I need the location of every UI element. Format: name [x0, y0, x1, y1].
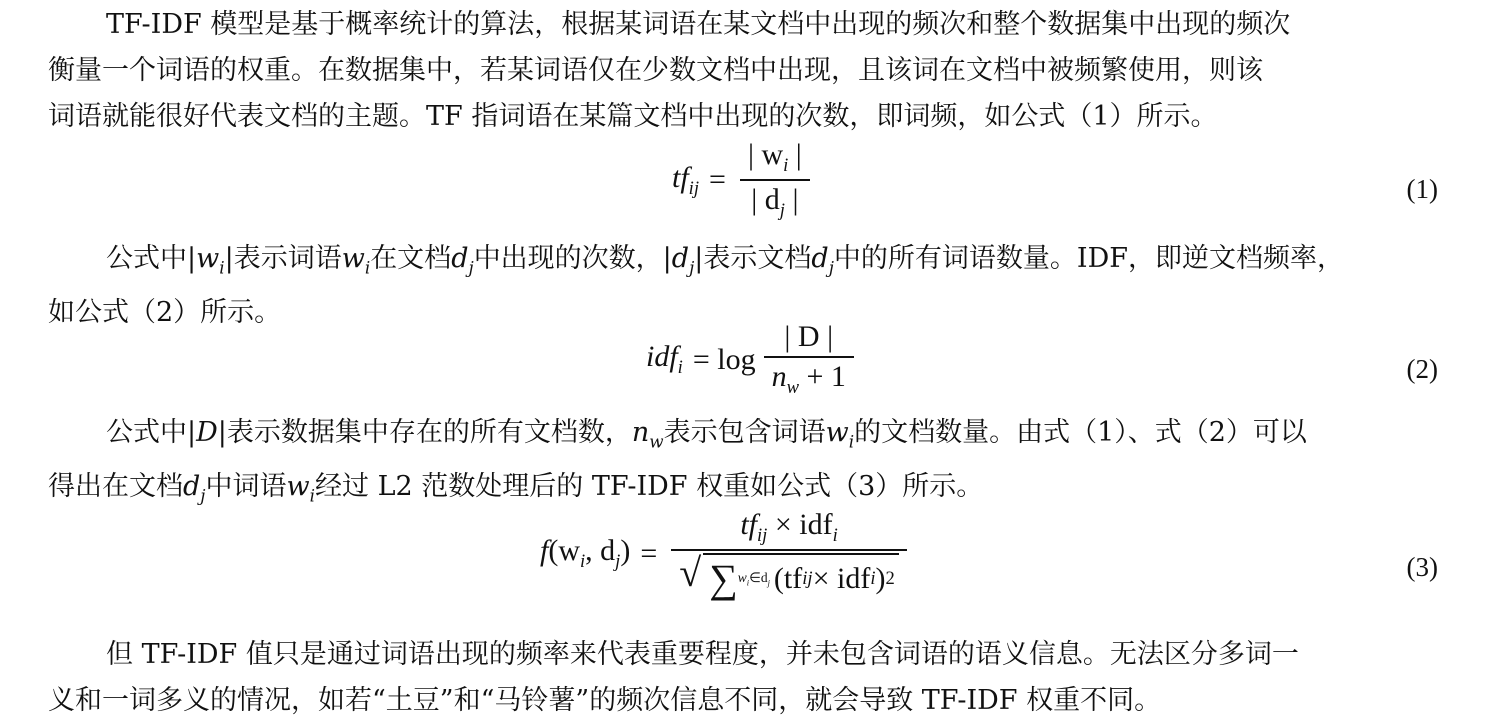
- text-line: 得出在文档$d_j$中词语$w_i$经过 L2 范数处理后的 TF-IDF 权重如公式（3）所示。: [48, 471, 984, 506]
- text-line: 但 TF-IDF 值只是通过词语出现的频率来代表重要程度，并未包含词语的语义信息。无法区分多词一: [106, 639, 1299, 670]
- equation-2: [0, 320, 1504, 400]
- equation-number: (1): [1406, 174, 1438, 204]
- paragraph-tfidf-intro: [48, 2, 1448, 140]
- eq3-equals: =: [640, 536, 658, 570]
- equation-number: (2): [1406, 354, 1438, 384]
- text-line: 公式中$|w_i|$表示词语$w_i$在文档$d_j$中出现的次数，$|d_j|$表示文档$d_j$中的所有词语数量。IDF，即逆文档频率，: [106, 243, 1344, 278]
- eq2-fraction: $\frac{| D |}{n_w + 1}$: [764, 320, 854, 399]
- text-line: 词语就能很好代表文档的主题。TF 指词语在某篇文档中出现的次数，即词频，如公式（1）所示。: [48, 101, 1218, 132]
- text-line: TF-IDF 模型是基于概率统计的算法，根据某词语在某文档中出现的频次和整个数据集中出现的频次: [106, 9, 1291, 40]
- paragraph-idf-explanation: [48, 410, 1448, 519]
- eq2-lhs: idf$_i$: [646, 340, 683, 378]
- text-line: 公式中|D|表示数据集中存在的所有文档数，$n_w$表示包含词语$w_i$的文档数量。由式（1）、式（2）可以: [106, 417, 1307, 452]
- eq3-fraction: $tf_{ij} \times idf_i$ √ ∑ $w_i\in d_j$ (tf ij × idf i ) 2: [671, 508, 907, 599]
- equation-3: [0, 508, 1504, 618]
- eq1-lhs: $tf_{ij}$: [672, 160, 700, 199]
- equation-1: [0, 138, 1504, 221]
- text-line: 衡量一个词语的权重。在数据集中，若某词语仅在少数文档中出现，且该词在文档中被频繁使用，则该: [48, 55, 1263, 86]
- eq3-lhs: $f(w_i$, $d_j$): [540, 534, 631, 572]
- paragraph-limitations: [48, 632, 1448, 724]
- eq1-fraction: $\frac{| w_i |}{| d_j |}$: [740, 138, 810, 222]
- eq2-equals-log: = log: [692, 342, 756, 376]
- equation-number: (3): [1406, 552, 1438, 582]
- eq1-equals: =: [709, 163, 726, 196]
- text-line: 如公式（2）所示。: [48, 297, 282, 329]
- text-line: 义和一词多义的情况，如若“土豆”和“马铃薯”的频次信息不同，就会导致 TF-IDF 权重不同。: [48, 685, 1162, 716]
- square-root: √ ∑ $w_i\in d_j$ (tf ij × idf i ) 2: [679, 553, 899, 599]
